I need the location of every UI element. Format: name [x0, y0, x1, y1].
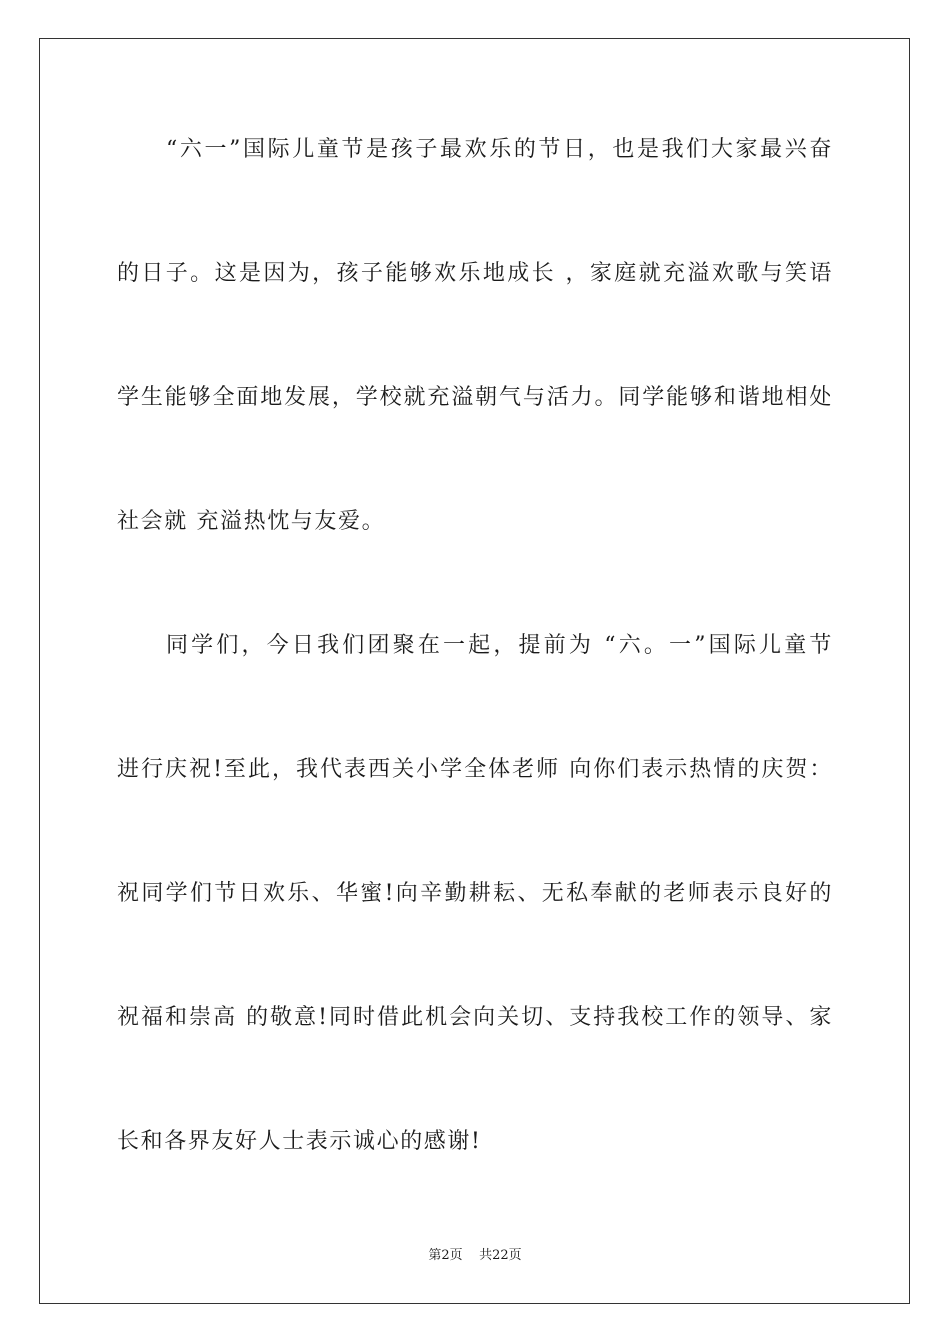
paragraph-1-line-3: 学生能够全面地发展，学校就充溢朝气与活力。同学能够和谐地相处	[117, 385, 833, 410]
paragraph-2-line-4: 祝福和崇高 的敬意!同时借此机会向关切、支持我校工作的领导、家	[117, 1005, 833, 1030]
paragraph-1-line-4: 社会就 充溢热忱与友爱。	[117, 509, 386, 534]
paragraph-2-line-2: 进行庆祝!至此，我代表西关小学全体老师 向你们表示热情的庆贺：	[117, 757, 833, 782]
paragraph-1-line-1: “六一”国际儿童节是孩子最欢乐的节日，也是我们大家最兴奋	[166, 137, 833, 162]
page-number-footer: 第2页 共22页	[428, 1248, 522, 1263]
paragraph-1-line-2: 的日子。这是因为，孩子能够欢乐地成长 ，家庭就充溢欢歌与笑语	[117, 261, 833, 286]
page-border	[39, 38, 910, 1304]
paragraph-2-line-3: 祝同学们节日欢乐、华蜜!向辛勤耕耘、无私奉献的老师表示良好的	[117, 881, 833, 906]
paragraph-2-line-5: 长和各界友好人士表示诚心的感谢!	[117, 1129, 482, 1154]
paragraph-2-line-1: 同学们，今日我们团聚在一起，提前为 “六。一”国际儿童节	[166, 633, 833, 658]
